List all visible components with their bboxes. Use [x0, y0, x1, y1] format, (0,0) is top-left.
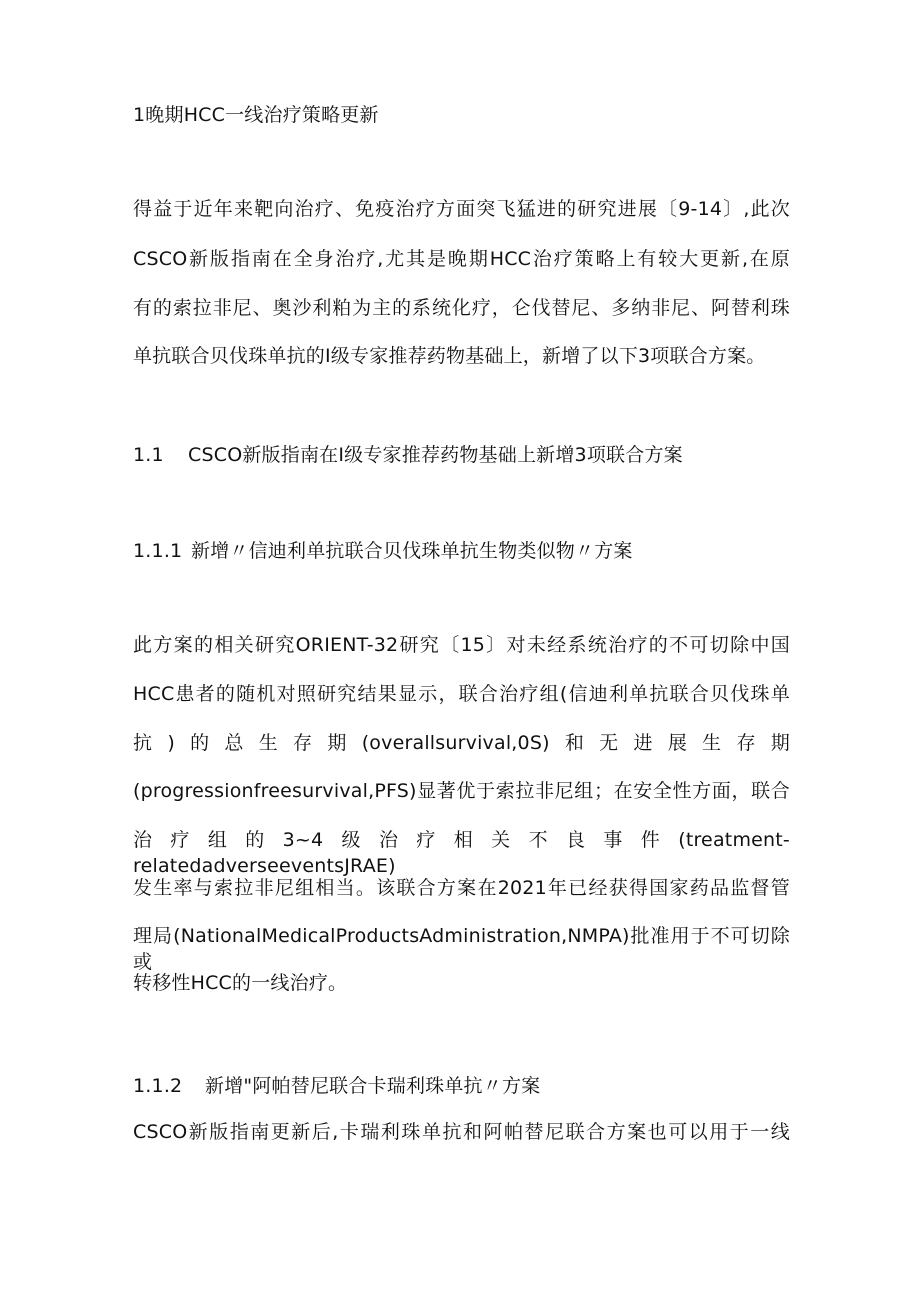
para-2-line-4: (progressionfreesurvival,PFS)显著优于索拉非尼组；在安全性方面，联合 — [133, 780, 790, 802]
para-2-line-7: 理局(NationalMedicalProductsAdministration,NMPA)批准用于不可切除或 — [133, 925, 790, 973]
section-1-1-heading — [133, 442, 683, 468]
para-1-line-4: 单抗联合贝伐珠单抗的I级专家推荐药物基础上，新增了以下3项联合方案。 — [133, 345, 766, 367]
para-1-line-2: CSCO新版指南在全身治疗,尤其是晚期HCC治疗策略上有较大更新,在原 — [133, 248, 790, 270]
para-2-line-2: HCC患者的随机对照研究结果显示，联合治疗组(信迪利单抗联合贝伐珠单 — [133, 683, 790, 705]
para-2-line-3: 抗)的总生存期(overallsurvival,0S)和无进展生存期 — [133, 732, 790, 754]
section-title: 新增〃信迪利单抗联合贝伐珠单抗生物类似物〃方案 — [191, 540, 633, 562]
para-3-line-1: CSCO新版指南更新后,卡瑞利珠单抗和阿帕替尼联合方案也可以用于一线 — [133, 1121, 790, 1143]
section-1-1-2-heading — [133, 1073, 540, 1099]
section-number: 1.1.1 — [133, 540, 183, 562]
para-1-line-1: 得益于近年来靶向治疗、免疫治疗方面突飞猛进的研究进展〔9-14〕,此次 — [133, 198, 790, 220]
para-2-line-1: 此方案的相关研究ORIENT-32研究〔15〕对未经系统治疗的不可切除中国 — [133, 634, 790, 656]
para-1-line-3: 有的索拉非尼、奥沙利粕为主的系统化疗，仑伐替尼、多纳非尼、阿替利珠 — [133, 297, 790, 319]
heading-1: 1晚期HCC一线治疗策略更新 — [133, 104, 379, 126]
para-2-line-5: 治疗组的3~4级治疗相关不良事件(treatment-relatedadverseeventsJRAE) — [133, 829, 790, 877]
section-title: 新增"阿帕替尼联合卡瑞利珠单抗〃方案 — [205, 1075, 541, 1097]
section-number: 1.1.2 — [133, 1075, 183, 1097]
section-1-1-1-heading — [133, 538, 633, 564]
section-title: CSCO新版指南在I级专家推荐药物基础上新增3项联合方案 — [188, 444, 683, 466]
para-2-line-6: 发生率与索拉非尼组相当。该联合方案在2021年已经获得国家药品监督管 — [133, 877, 790, 899]
section-number: 1.1 — [133, 444, 164, 466]
para-2-line-8: 转移性HCC的一线治疗。 — [133, 972, 348, 994]
